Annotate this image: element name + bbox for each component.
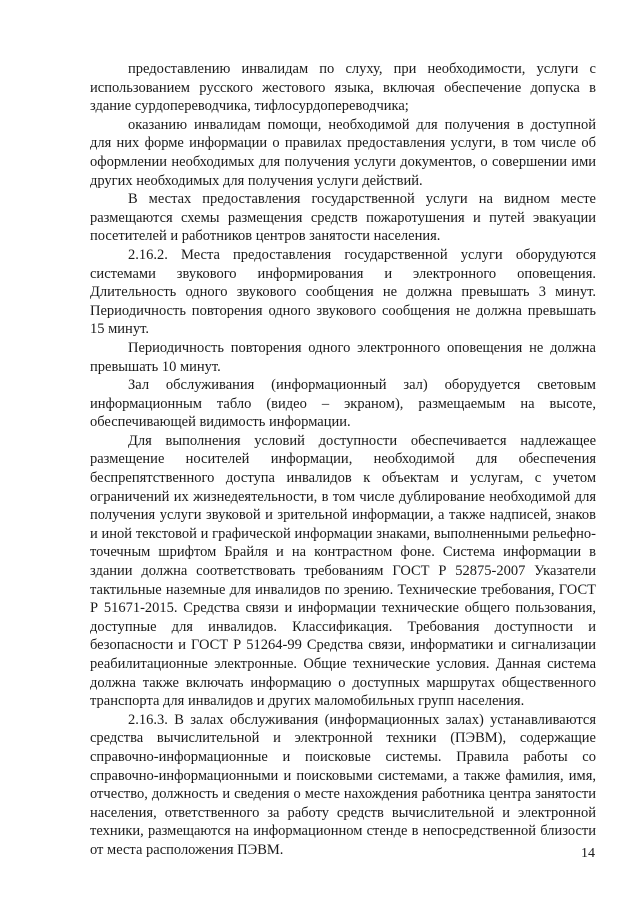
- paragraph: В местах предоставления государственной услуги на видном месте размещаются схемы размещения средств пожаротушения и путей эвакуации посетителей и работников центров занятости населения.: [90, 191, 596, 245]
- paragraph: Зал обслуживания (информационный зал) оборудуется световым информационным табло (видео – экраном), размещаемым на высоте, обеспечивающей видимость информации.: [90, 377, 596, 431]
- paragraph: Для выполнения условий доступности обеспечивается надлежащее размещение носителей информации, необходимой для обеспечения беспрепятственного доступа инвалидов к объектам и услугам, с учетом ограничений их жизнедеятельности, в том числе дублирование необходимой для получения услуги звуковой и зрительной информации, а также надписей, знаков и иной текстовой и графической информации знаками, выполненными рельефно-точечным шрифтом Брайля и на контрастном фоне. Система информации в здании должна соответствовать требованиям ГОСТ Р 52875-2007 Указатели тактильные наземные для инвалидов по зрению. Технические требования, ГОСТ Р 51671-2015. Средства связи и информации технические общего пользования, доступные для инвалидов. Классификация. Требования доступности и безопасности и ГОСТ Р 51264-99 Средства связи, информатики и сигнализации реабилитационные электронные. Общие технические условия. Данная система должна также включать информацию о доступных маршрутах общественного транспорта для инвалидов и других маломобильных групп населения.: [90, 432, 596, 710]
- paragraph: 2.16.2. Места предоставления государственной услуги оборудуются системами звукового информирования и электронного оповещения. Длительность одного звукового сообщения не должна превышать 3 минут. Периодичность повторения одного звукового сообщения не должна превышать 15 минут.: [90, 246, 596, 338]
- paragraph: предоставлению инвалидам по слуху, при необходимости, услуги с использованием русского жестового языка, включая обеспечение допуска в здание сурдопереводчика, тифлосурдопереводчика;: [90, 61, 596, 115]
- page-number: 14: [581, 846, 595, 861]
- paragraph: оказанию инвалидам помощи, необходимой для получения в доступной для них форме информации о правилах предоставления услуги, в том числе об оформлении необходимых для получения услуги документов, о совершении ими других необходимых для получения услуги действий.: [90, 116, 596, 189]
- paragraph: 2.16.3. В залах обслуживания (информационных залах) устанавливаются средства вычислительной и электронной техники (ПЭВМ), содержащие справочно-информационные и поисковые системы. Правила работы со справочно-информационными и поисковыми системами, а также фамилия, имя, отчество, должность и сведения о месте нахождения работника центра занятости населения, ответственного за работу средств вычислительной и электронной техники, размещаются на информационном стенде в непосредственной близости от места расположения ПЭВМ.: [90, 711, 596, 858]
- body-text: [90, 60, 596, 860]
- paragraph: Периодичность повторения одного электронного оповещения не должна превышать 10 минут.: [90, 339, 596, 375]
